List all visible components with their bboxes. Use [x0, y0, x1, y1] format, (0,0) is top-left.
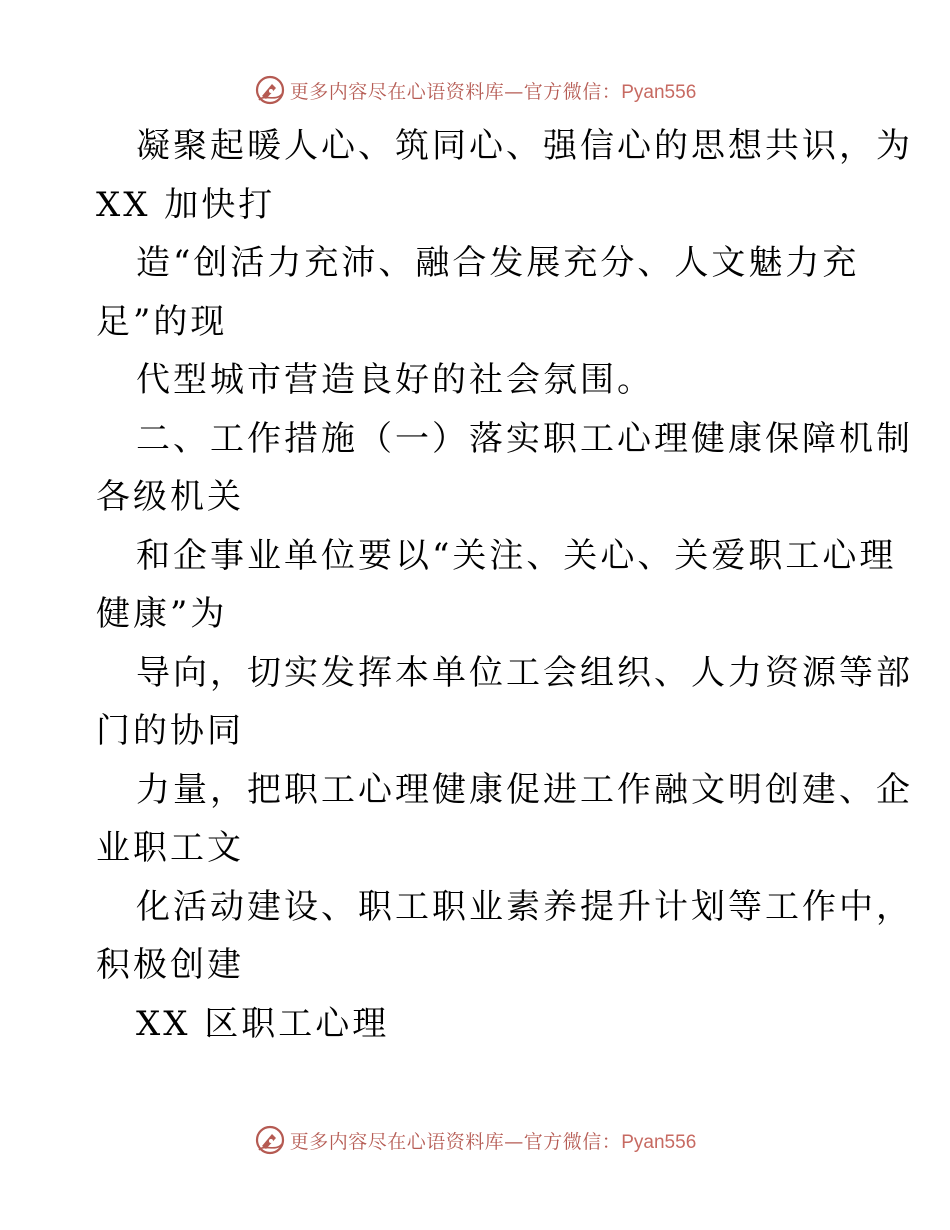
watermark-label: 更多内容尽在心语资料库—官方微信：: [289, 80, 622, 103]
watermark-wechat-id: Pyan556: [621, 81, 697, 103]
body-line: 二、工作措施（一）落实职工心理健康保障机制: [136, 418, 913, 459]
body-line: 代型城市营造良好的社会氛围。: [136, 360, 654, 400]
pen-nib-logo-icon: [254, 1124, 286, 1156]
body-line: 造“创活力充沛、融合发展充分、人文魅力充: [136, 243, 860, 283]
body-line: 各级机关: [96, 477, 244, 517]
body-line: XX 区职工心理: [136, 1003, 390, 1044]
header-watermark: [0, 70, 950, 110]
body-line: XX 加快打: [96, 184, 276, 225]
body-line: 导向，切实发挥本单位工会组织、人力资源等部: [136, 652, 913, 693]
body-line: 健康”为: [96, 594, 228, 634]
watermark-text: [290, 1127, 697, 1154]
body-line: 和企事业单位要以“关注、关心、关爱职工心理: [136, 535, 897, 576]
body-line: 化活动建设、职工职业素养提升计划等工作中，: [136, 886, 913, 927]
body-line: 积极创建: [96, 945, 244, 985]
footer-watermark: [0, 1120, 950, 1160]
watermark-text: [290, 77, 697, 104]
body-line: 门的协同: [96, 711, 244, 751]
document-body: [96, 122, 913, 1058]
body-line: 业职工文: [96, 828, 244, 868]
pen-nib-logo-icon: [254, 74, 286, 106]
watermark-label: 更多内容尽在心语资料库—官方微信：: [289, 1130, 622, 1153]
watermark-wechat-id: Pyan556: [621, 1131, 697, 1153]
body-line: 凝聚起暖人心、筑同心、强信心的思想共识，为: [136, 126, 913, 166]
body-line: 足”的现: [96, 301, 228, 342]
body-line: 力量，把职工心理健康促进工作融文明创建、企: [136, 769, 913, 810]
